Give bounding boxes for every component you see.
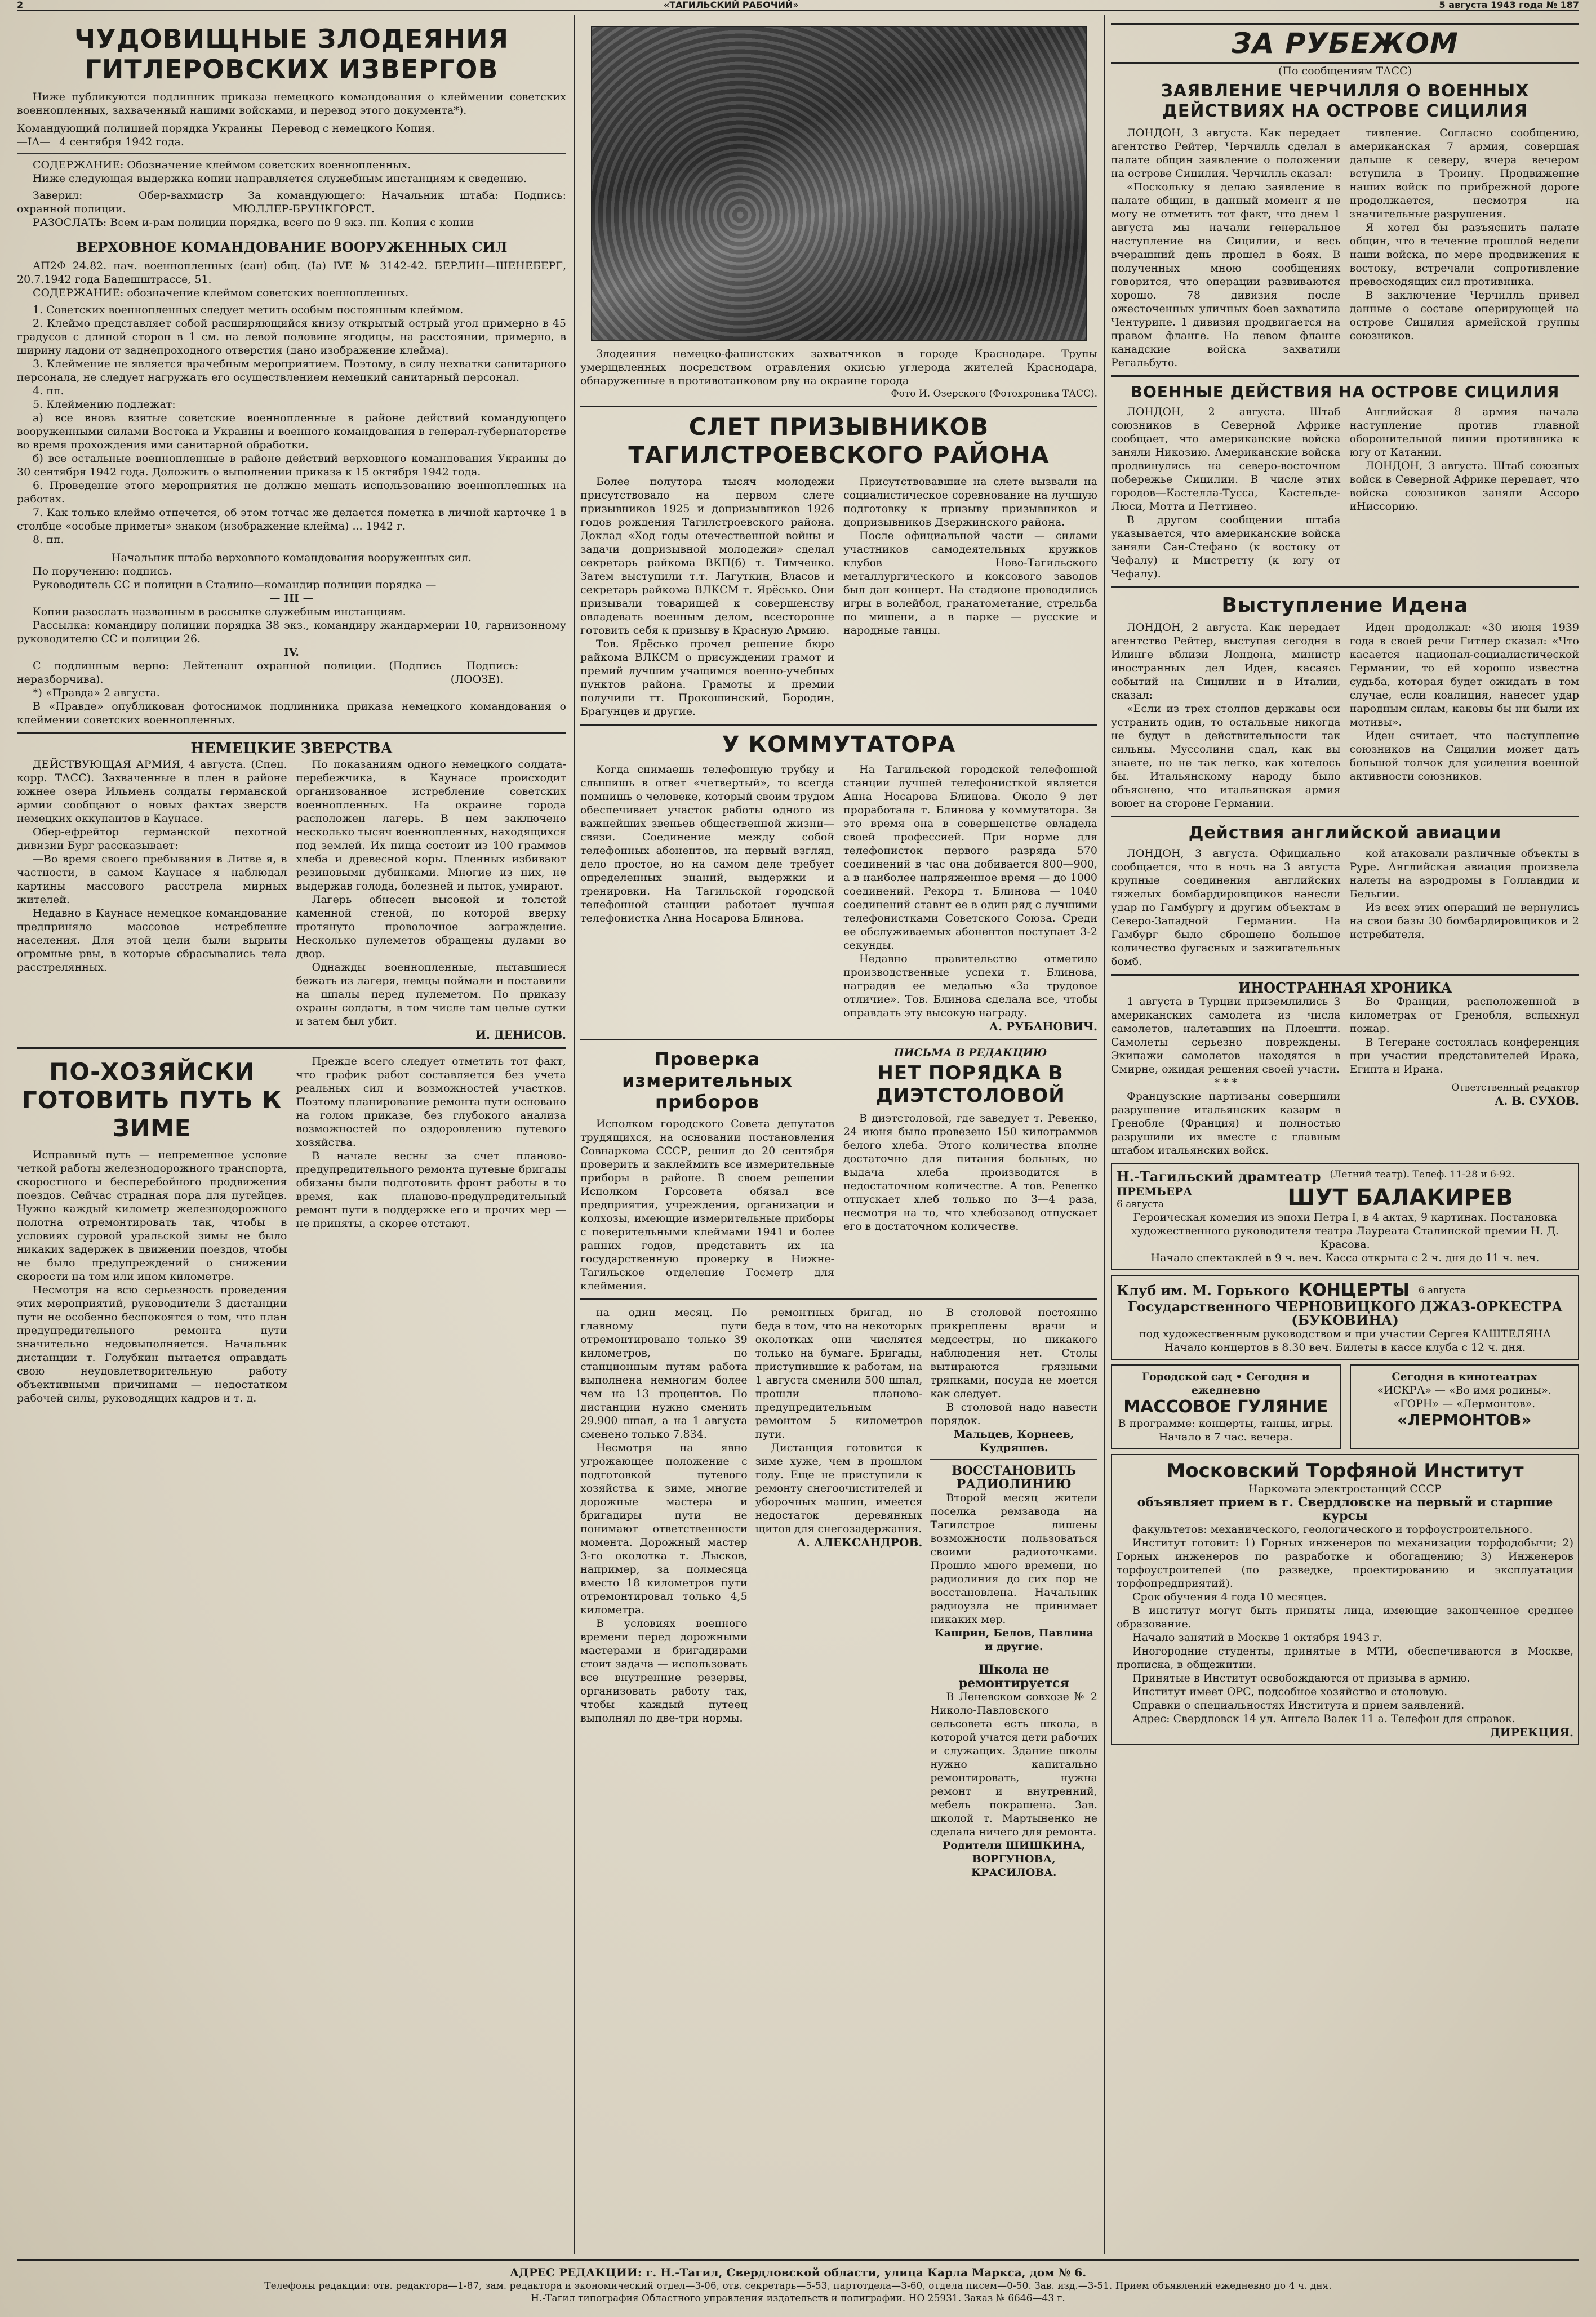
document-signatures	[17, 189, 566, 216]
column-rule-2	[1104, 15, 1105, 2254]
institute-p6: Иногородние студенты, принятые в МТИ, обеспечиваются в Москве, прописка, в общежитии.	[1117, 1645, 1573, 1671]
institute-p8: Институт имеет ОРС, подсобное хозяйство и столовую.	[1132, 1686, 1448, 1698]
sicily-p1: ЛОНДОН, 2 августа. Штаб союзников в Северной Африке сообщает, что американские войска заняли Никозию. Американские войска продвинулись на северо-восточном побережье Сицилии. В числе этих городов—Кастелла-Тусса, Кастельде-Люси, Мотта и Петтинео.	[1111, 406, 1341, 513]
canteen-authors: Мальцев, Корнеев, Кудряшев.	[954, 1428, 1074, 1454]
document-items	[17, 303, 566, 546]
atrocities-p1: ДЕЙСТВУЮЩАЯ АРМИЯ, 4 августа. (Спец. корр. ТАСС). Захваченные в плен в районе южнее озера Ильмень солдаты германской армии сообщают о новых фактах зверств немецких оккупантов в Каунасе.	[17, 758, 287, 825]
headline-abroad: ЗА РУБЕЖОМ	[1232, 27, 1459, 60]
atrocities-p6: Лагерь обнесен высокой и толстой каменной стеной, по которой вверху протянуто проволочное заграждение. Несколько пулеметов обращены дулами во двор.	[296, 893, 566, 960]
document-chief: Начальник штаба верховного командования вооруженных сил.	[111, 552, 472, 564]
jazz-time: Начало концертов в 8.30 веч. Билеты в кассе клуба с 12 ч. дня.	[1164, 1341, 1526, 1354]
institute-p3: Срок обучения 4 года 10 месяцев.	[1132, 1591, 1327, 1603]
headline-atrocities: ЧУДОВИЩНЫЕ ЗЛОДЕЯНИЯ ГИТЛЕРОВСКИХ ИЗВЕРГОВ	[74, 24, 509, 85]
headline-diet-canteen: НЕТ ПОРЯДКА В ДИЭТСТОЛОВОЙ	[875, 1062, 1065, 1107]
garden-label: Городской сад • Сегодня и ежедневно	[1141, 1371, 1310, 1397]
conscripts-p1: Более полутора тысяч молодежи присутствовало на первом слете призывников 1925 и допризывников 1926 годов рождения Тагилстроевского района. Доклад «Ход годы отечественной войны и задачи допризывной молодежи» сделал секретарь райкома ВКП(б) т. Тимченко. Затем выступили т.т. Лагуткин, Власов и секретарь райкома ВЛКСМ т. Ярёсько. Они призывали товарищей к совершенству овладевать военным делом, всесторонне готовить себя к призыву в Красную Армию.	[580, 475, 834, 637]
school-authors: Родители ШИШКИНА, ВОРГУНОВА, КРАСИЛОВА.	[943, 1839, 1086, 1879]
document-distribution: РАЗОСЛАТЬ: Всем и-рам полиции порядка, всего по 9 экз. пп. Копия с копии	[33, 216, 474, 229]
document-section-iv: IV.	[284, 646, 299, 659]
winter-p6: Несмотря на явно угрожающее положение с подготовкой путевого хозяйства к зиме, многие дорожные мастера и бригадиры пути не понимают ответственности момента. Дорожный мастер 3-го околотка т. Лысков, например, за полмесяца вместо 18 километров пути отремонтировал только 4,5 километра.	[580, 1442, 748, 1616]
document-send-1: Копии разослать названным в рассылке служебным инстанциям.	[33, 606, 406, 618]
churchill-p3: тивление. Согласно сообщению, американская 7 армия, совершая дальше к северу, вчера вечером вступила в Троину. Продвижение наших войск по прибрежной дороге продолжается, несмотря на значительные разрушения.	[1349, 127, 1579, 220]
churchill-p1: ЛОНДОН, 3 августа. Как передает агентство Рейтер, Черчилль сделал в палате общин заявление о положении на острове Сицилия. Черчилль сказал:	[1111, 127, 1341, 180]
document-content-2: СОДЕРЖАНИЕ: обозначение клеймом советских военнопленных.	[33, 287, 409, 299]
headline-aviation: Действия английской авиации	[1188, 823, 1502, 843]
play-title: ШУТ БАЛАКИРЕВ	[1287, 1185, 1513, 1211]
document-from: Командующий полицией порядка Украины	[17, 122, 263, 135]
sicily-p2: В другом сообщении штаба указывается, что американские войска заняли Сан-Стефано (к востоку от Чефалу) и Мистретту (к югу от Чефалу).	[1111, 514, 1341, 580]
document-header	[17, 122, 566, 135]
document-number: —IA—	[17, 136, 51, 148]
chronicle-p2: Во Франции, расположенной в километрах от Гренобля, вспыхнул пожар.	[1349, 995, 1579, 1035]
institute-directorate: ДИРЕКЦИЯ.	[1490, 1725, 1573, 1739]
headline-winter: ПО-ХОЗЯЙСКИ ГОТОВИТЬ ПУТЬ К ЗИМЕ	[22, 1058, 282, 1142]
document-sign-right: За командующего: Начальник штаба: Подпись: МЮЛЛЕР-БРУНКГОРСТ.	[232, 189, 566, 215]
headline-school: Школа не ремонтируется	[958, 1662, 1069, 1691]
premiere-label: ПРЕМЬЕРА	[1117, 1185, 1193, 1198]
document-para-1: Ниже следующая выдержка копии направляется служебным инстанциям к сведению.	[33, 172, 527, 185]
chronicle-p1: 1 августа в Турции приземлились 3 американских самолета из числа самолетов, налетавших на Плоешти. Самолеты серьезно повреждены. Экипажи самолетов находятся в Смирне, ожидая решения своей участи.	[1111, 995, 1341, 1075]
atrocities-p2: Обер-ефрейтор германской пехотной дивизии Бург рассказывает:	[17, 826, 287, 852]
atrocities-intro: Ниже публикуются подлинник приказа немецкого командования о клеймении советских военнопленных, захваченный нашими войсками, и перевод этого документа*).	[17, 91, 566, 117]
school-text: В Леневском совхозе № 2 Николо-Павловского сельсовета есть школа, в которой учатся дети рабочих и служащих. Здание школы нужно капитально ремонтировать, нужна ремонт и внутренний, мебель покрашена. Зав. школой т. Мартыненко не сделала ничего для ремонта.	[930, 1691, 1097, 1838]
garden-time: Начало в 7 час. вечера.	[1158, 1431, 1293, 1443]
document-sign-left: Заверил: Обер-вахмистр охранной полиции.	[17, 189, 224, 215]
sicily-p3: Английская 8 армия начала наступление против главной оборонительной линии противника к югу от Катании.	[1349, 406, 1579, 459]
headline-foreign-chronicle: ИНОСТРАННАЯ ХРОНИКА	[1238, 980, 1452, 996]
cinema-list: «ИСКРА» — «Во имя родины». «ГОРН» — «Лермонтов».	[1377, 1384, 1551, 1410]
conscripts-columns	[580, 475, 1097, 718]
document-item: 3. Клеймение не является врачебным мероприятием. Поэтому, в силу нехватки санитарного персонала, не следует нагружать его осуществлением немецкий санитарный персонал.	[17, 358, 566, 384]
atrocities-p7: Однажды военнопленные, пытавшиеся бежать из лагеря, немцы поймали и поставили на шпалы перед пулеметом. По приказу охраны солдаты, в том числе там целые сутки и затем был убит.	[296, 961, 566, 1028]
sicily-p4: ЛОНДОН, 3 августа. Штаб союзных войск в Северной Африке передает, что войска союзников заняли Ассоро иНиссорию.	[1349, 460, 1579, 513]
document-order: По поручению: подпись.	[33, 565, 172, 577]
middle-bottom-columns	[580, 1306, 1097, 1879]
cinema-title: «ЛЕРМОНТОВ»	[1397, 1411, 1532, 1429]
institute-p1: факультетов: механического, геологического и торфоустроительного.	[1132, 1523, 1533, 1536]
winter-p1: Исправный путь — непременное условие четкой работы железнодорожного транспорта, скоростного и бесперебойного продвижения поездов. Сейчас страдная пора для путейцев. Нужно каждый километр железнодорожного полотна отремонтировать так, чтобы в условиях суровой уральской зимы не было никаких задержек в движении поездов, чтобы не было предупреждений о снижении скорости на том или ином километре.	[17, 1149, 287, 1283]
abroad-source: (По сообщениям ТАСС)	[1278, 65, 1412, 77]
institute-address: Адрес: Свердловск 14 ул. Ангела Валек 11 а. Телефон для справок.	[1132, 1713, 1515, 1725]
headline-german-atrocities: НЕМЕЦКИЕ ЗВЕРСТВА	[190, 740, 393, 757]
sicily-columns	[1111, 405, 1579, 581]
ad-theatre	[1111, 1163, 1579, 1270]
document-item: б) все остальные военнопленные в районе действий верховного командования Украины до 30 сентября 1942 года. Доложить о выполнении приказа к 15 октября 1942 года.	[17, 452, 566, 478]
institute-headline: объявляет прием в г. Свердловске на первый и старшие курсы	[1137, 1495, 1553, 1523]
editorial-phones: Телефоны редакции: отв. редактора—1-87, зам. редактора и экономический отдел—3-06, отв. секретарь—5-53, партотдела—3-60, отдела писем—0-50. Зав. изд.—3-51. Прием объявлений ежедневно до 4 ч. дня.	[264, 2280, 1332, 2292]
document-ref: АП2Ф 24.82. нач. военнопленных (сан) общ. (Ia) IVE № 3142-42. БЕРЛИН—ШЕНЕБЕРГ, 20.7.1942 года Бадешштрассе, 51.	[17, 260, 566, 286]
letters-label: ПИСЬМА В РЕДАКЦИЮ	[893, 1047, 1047, 1059]
abroad-banner	[1111, 23, 1579, 64]
switchboard-p3: Недавно правительство отметило производственные успехи т. Блинова, наградив ее медалью «За трудовое отличие». Тов. Блинова сделала все, чтобы оправдать эту высокую награду.	[843, 953, 1097, 1019]
newspaper-name: «ТАГИЛЬСКИЙ РАБОЧИЙ»	[663, 0, 799, 10]
atrocities-p4: Недавно в Каунасе немецкое командование предприняло массовое истребление населения. Для этой цели были вырыты огромные рвы, в которые сбрасывались тела расстрелянных.	[17, 907, 287, 973]
page-number: 2	[17, 0, 24, 10]
churchill-p5: В заключение Черчилль привел данные о составе оперирующей на острове Сицилия армейской группы союзников.	[1349, 289, 1579, 342]
theatre-name: Н.-Тагильский драмтеатр	[1117, 1168, 1321, 1185]
radio-text: Второй месяц жители поселка ремзавода на Тагилстрое лишены возможности пользоваться своими радиоточками. Прошло много времени, но радиолиния до сих пор не восстановлена. Начальник радиоузла не принимает никаких мер.	[930, 1492, 1097, 1626]
printing-info: Н.-Тагил типография Областного управления издательств и полиграфии. НО 25931. Заказ № 6646—43 г.	[531, 2293, 1065, 2304]
jazz-title: Государственного ЧЕРНОВИЦКОГО ДЖАЗ-ОРКЕСТРА (БУКОВИНА)	[1127, 1298, 1563, 1328]
concerts-label: КОНЦЕРТЫ	[1298, 1280, 1410, 1300]
column-right	[1111, 15, 1579, 2257]
document-content-1: СОДЕРЖАНИЕ: Обозначение клеймом советских военнопленных.	[33, 159, 411, 171]
ads-row	[1111, 1364, 1579, 1449]
switchboard-columns	[580, 763, 1097, 1033]
play-description: Героическая комедия из эпохи Петра I, в 4 актах, 9 картинах. Постановка художественного руководителя театра Лауреата Сталинской премии Н. Д. Красова.	[1131, 1211, 1559, 1251]
institute-p7: Принятые в Институт освобождаются от призыва в армию.	[1132, 1672, 1470, 1684]
document-sign-2: Подпись: (ЛООЗЕ).	[450, 660, 519, 686]
ad-club	[1111, 1275, 1579, 1360]
aviation-columns	[1111, 847, 1579, 968]
atrocities-p5: По показаниям одного немецкого солдата-перебежчика, в Каунасе происходит организованное истребление советских военнопленных. На окраине города расположен лагерь. В нем заключено несколько тысяч военнопленных, находящихся под землей. Их пища состоит из 100 граммов хлеба и древесной коры. Пленных избивают резиновыми дубинками. Многие из них, не выдержав голода, болезней и пыток, умирают.	[296, 758, 566, 892]
play-time: Начало спектаклей в 9 ч. веч. Касса открыта с 2 ч. дня до 11 ч. веч.	[1150, 1252, 1540, 1264]
garden-title: МАССОВОЕ ГУЛЯНИЕ	[1123, 1397, 1328, 1417]
eden-p3: Иден продолжал: «30 июня 1939 года в своей речи Гитлер сказал: «Что касается национал-социалистической Германии, то ей хорошо известна судьба, которая будет ожидать в том случае, если коалиция, нанесет удар народным силам, каковы бы ни были их мотивы».	[1349, 621, 1579, 728]
eden-p2: «Если из трех столпов державы оси устранить один, то остальные никогда не будут в действительности так сильны. Муссолини сдал, как вы знаете, но не так легко, как хотелось бы. Итальянскому народу было объяснено, что итальянская армия воюет на стороне Германии.	[1111, 702, 1341, 810]
theatre-phone: (Летний театр). Телеф. 11-28 и 6-92.	[1330, 1169, 1515, 1180]
atrocities-columns	[17, 758, 566, 1042]
eden-columns	[1111, 621, 1579, 810]
document-original: С подлинным верно: Лейтенант охранной полиции. (Подпись неразборчива).	[17, 660, 442, 686]
garden-description: В программе: концерты, танцы, игры.	[1118, 1417, 1333, 1430]
column-left	[17, 15, 566, 2257]
switchboard-p2: На Тагильской городской телефонной станции лучшей телефонисткой является Анна Носарова Блинова. Около 9 лет проработала т. Блинова у коммутатора. За это время она в совершенстве овладела своей профессией. При норме для телефонисток первого разряда 570 соединений в час она добивается 800—900, а в наиболее напряженное время — до 1000 соединений. Рекорд т. Блинова — 1040 соединений ставит ее в один ряд с лучшими телефонистками Советского Союза. Среди ее обслуживаемых абонентов поступает 3-2 секунды.	[843, 763, 1097, 951]
document-item: 4. пп.	[33, 385, 64, 397]
ad-institute	[1111, 1454, 1579, 1745]
winter-p7: В условиях военного времени перед дорожными мастерами и бригадирами стоит задача — использовать все внутренние резервы, организовать работу так, чтобы каждый путеец выполнял по две-три нормы.	[580, 1617, 748, 1724]
winter-article	[17, 1055, 566, 1405]
document-item: 1. Советских военнопленных следует метить особым постоянным клеймом.	[33, 304, 464, 316]
aviation-p3: Из всех этих операций не вернулись на свои базы 30 бомбардировщиков и 2 истребителя.	[1349, 901, 1579, 941]
headline-radio: ВОССТАНОВИТЬ РАДИОЛИНИЮ	[952, 1464, 1077, 1492]
eden-p1: ЛОНДОН, 2 августа. Как передает агентство Рейтер, выступая сегодня в Илинге вблизи Лондона, министр иностранных дел Иден, касаясь событий на Сицилии и в Италии, сказал:	[1111, 621, 1341, 701]
document-item: 2. Клеймо представляет собой расширяющийся книзу открытый острый угол примерно в 45 градусов с длиной сторон в 1 см. на левой половине ягодицы, на расстоянии, примерно, в ширину ладони от заднепроходного отверстия (дано изображение клейма).	[17, 317, 566, 357]
switchboard-p1: Когда снимаешь телефонную трубку и слышишь в ответ «четвертый», то всегда помнишь о человеке, который своим трудом обеспечивает участок работы одного из важнейших звеньев общественной жизни—связи. Соединение между собой телефонных абонентов, на первый взгляд, дело простое, но на самом деле требует определенных знаний, выдержки и тренировки. На Тагильской городской телефонной станции работает лучшая телефонистка Анна Носарова Блинова.	[580, 763, 834, 924]
canteen-p1: В диэтстоловой, где заведует т. Ревенко, 24 июня было провезено 150 килограммов белого хлеба. Этого количества вполне достаточно для питания больных, но выдача хлеба производится в недостаточном количестве. А тов. Ревенко отпускает хлеб только по 3—4 раза, несмотря на то, что хлебозавод отпускает его в достаточном количестве.	[843, 1112, 1097, 1233]
institute-title: Московский Торфяной Институт	[1166, 1460, 1524, 1482]
chronicle-p3: В Тегеране состоялась конференция при участии представителей Ирака, Египта и Ирана.	[1349, 1036, 1579, 1075]
canteen-p2: В столовой постоянно прикреплены врачи и медсестры, но никакого наблюдения нет. Столы вытираются грязными тряпками, посуда не моется как следует.	[930, 1306, 1097, 1400]
atrocities-author: И. ДЕНИСОВ.	[475, 1028, 566, 1042]
editor-name: А. В. СУХОВ.	[1495, 1094, 1579, 1108]
headline-switchboard: У КОММУТАТОРА	[722, 732, 956, 758]
headline-sicily: ВОЕННЫЕ ДЕЙСТВИЯ НА ОСТРОВЕ СИЦИЛИЯ	[1130, 383, 1560, 401]
aviation-p2: кой атаковали различные объекты в Руре. Английская авиация произвела налеты на аэродромы в Голландии и Бельгии.	[1349, 847, 1579, 900]
document-send-2: Рассылка: командиру полиции порядка 38 экз., командиру жандармерии 10, гарнизонному руководителю СС и полиции 26.	[17, 619, 566, 645]
winter-p4: В начале весны за счет планово-предупредительного ремонта путевые бригады обязаны были подготовить фронт работы в то время, как планово-предупредительный ремонт пути в поддержке его и прочих мер — не приняты, а скорее отстают.	[296, 1150, 566, 1230]
editor-label: Ответственный редактор	[1451, 1082, 1579, 1093]
winter-p8: ремонтных бригад, но беда в том, что на некоторых околотках они числятся только на бумаге. Бригады, приступившие к работам, на 1 августа сменили 500 шпал, прошли планово-предупредительным ремонтом 5 километров пути.	[755, 1306, 923, 1440]
document-item: 8. пп.	[33, 533, 64, 546]
document-meta	[17, 135, 566, 149]
issue-date: 5 августа 1943 года № 187	[1439, 0, 1579, 10]
winter-author: А. АЛЕКСАНДРОВ.	[797, 1536, 923, 1549]
winter-p5: на один месяц. По главному пути отремонтировано только 39 километров, по станционным путям работа выполнена немногим более чем на 13 процентов. По дистанции нужно сменить 29.900 шпал, а на 1 августа сменено только 7.834.	[580, 1306, 748, 1440]
radio-authors: Кашрин, Белов, Павлина и другие.	[934, 1627, 1093, 1653]
institute-p4: В институт могут быть приняты лица, имеющие законченное среднее образование.	[1117, 1604, 1573, 1630]
ad-garden	[1111, 1364, 1341, 1449]
atrocities-p3: —Во время своего пребывания в Литве я, в частности, в самом Каунасе я наблюдал картины массового расстрела мирных жителей.	[17, 853, 287, 906]
canteen-p3: В столовой надо навести порядок.	[930, 1401, 1097, 1427]
column-middle	[580, 15, 1097, 2257]
churchill-p2: «Поскольку я делаю заявление в палате общин, в данный момент я не могу не отметить тот факт, что днем 1 августа мы начали генеральное наступление на Сицилии, и весь вчерашний день прошел в боях. В полученных мною сообщениях говорится, что операции развиваются хорошо. 78 дивизия после ожесточенных уличных боев захватила Чентурипе. 1 дивизия продвигается на правом фланге. На левом фланге канадские войска захватили Регальбуто.	[1111, 181, 1341, 369]
winter-p3: Прежде всего следует отметить тот факт, что график работ составляется без учета реальных сил и возможностей участков. Поэтому планирование ремонта пути основано на голом приказе, без глубокого анализа возможностей по оздоровлению путевого хозяйства.	[296, 1055, 566, 1149]
document-translation: Перевод с немецкого Копия.	[271, 122, 435, 135]
document-item: 7. Как только клеймо отпечется, об этом тотчас же делается пометка в личной карточке 1 в столбце «особые приметы» знаком (изображение клейма) ... 1942 г.	[17, 506, 566, 532]
footnote: *) «Правда» 2 августа.	[33, 687, 160, 699]
document-verification	[17, 659, 566, 686]
document-date: 4 сентября 1942 года.	[59, 136, 184, 148]
photo-credit: Фото И. Озерского (Фотохроника ТАСС).	[891, 388, 1097, 399]
headline-conscripts: СЛЕТ ПРИЗЫВНИКОВ ТАГИЛСТРОЕВСКОГО РАЙОНА	[628, 413, 1050, 469]
institute-p5: Начало занятий в Москве 1 октября 1943 г.	[1132, 1631, 1382, 1644]
instruments-text: Исполком городского Совета депутатов трудящихся, на основании постановления Совнаркома СССР, решил до 20 сентября проверить и заклеймить все измерительные приборы в районе. В своем решении Исполком Горсовета обязал все предприятия, учреждения, организации и колхозы, имеющие измерительные приборы с поверительными клеймами 1941 и более ранних годов, представить их на государственную проверку в Нижне-Тагильское отделение Госметр для клеймения.	[580, 1118, 834, 1292]
premiere-date: 6 августа	[1117, 1199, 1164, 1210]
cinema-label: Сегодня в кинотеатрах	[1392, 1371, 1537, 1383]
document-item: а) все вновь взятые советские военнопленные в районе действий командующего вооруженными силами Востока и Украины и военного командования в генерал-губернаторстве во время прохождения ими санитарной обработки.	[17, 412, 566, 451]
institute-subtitle: Наркомата электростанций СССР	[1248, 1483, 1442, 1495]
churchill-p4: Я хотел бы разъяснить палате общин, что в течение прошлой недели наши войска, по мере продвижения к востоку, встречали сопротивление превосходящих сил противника.	[1349, 221, 1579, 288]
footnote-2: В «Правде» опубликован фотоснимок подлинника приказа немецкого командования о клеймении советских военнопленных.	[17, 700, 566, 726]
institute-p9: Справки о специальностях Института и прием заявлений.	[1132, 1699, 1465, 1711]
photo-caption: Злодеяния немецко-фашистских захватчиков в городе Краснодаре. Трупы умерщвленных посредством отравления окисью углерода жителей Краснодара, обнаруженные в противотанковом рву на окраине города	[580, 348, 1097, 387]
document-item: 5. Клеймению подлежат:	[33, 398, 176, 411]
chronicle-columns: 1 августа в Турции приземлились 3 американских самолета из числа самолетов, налетавших на Плоешти. Самолеты серьезно повреждены. Экипажи самолетов находятся в Смирне, ожидая решения своей участи. * * * Французские партизаны совершили разрушение итальянских казарм в Гренобле (Франция) и полностью разрушили их вместе с главным штабом итальянских войск. Во Франции, расположенной в километрах от Гренобля, вспыхнул пожар. В Тегеране состоялась конференция при участии представителей Ирака, Египта и Ирана. Ответственный редактор А. В. СУХОВ.	[1111, 995, 1579, 1157]
page-footer	[17, 2259, 1579, 2312]
winter-p2: Несмотря на всю серьезность проведения этих мероприятий, руководители 3 дистанции пути не особенно беспокоятся о том, что план предупредительного ремонта пути значительно недовыполняется. Начальник дистанции т. Голубкин пытается оправдать свою неудовлетворительную работу объективными причинами — недостатком рабочей силы, руководящих кадров и т. д.	[17, 1284, 287, 1404]
conscripts-p4: После официальной части — силами участников самодеятельных кружков клубов Ново-Тагильского металлургического и коксового заводов был дан концерт. На стадионе проводились игры в волейбол, гранатометание, стрельба по мишени, а в парке — русские и народные танцы.	[843, 530, 1097, 637]
page-header	[17, 0, 1579, 11]
jazz-description: под художественным руководством и при участии Сергея КАШТЕЛЯНА	[1139, 1328, 1551, 1340]
document-section-iii: — III —	[269, 592, 314, 604]
aviation-p1: ЛОНДОН, 3 августа. Официально сообщается, что в ночь на 3 августа крупные соединения английских тяжелых бомбардировщиков нанесли удар по Гамбургу и другим объектам в Северо-Западной Германии. На Гамбург было сброшено большое количество фугасных и зажигательных бомб.	[1111, 847, 1341, 968]
supreme-command: ВЕРХОВНОЕ КОМАНДОВАНИЕ ВООРУЖЕННЫХ СИЛ	[75, 239, 508, 255]
column-rule-1	[574, 15, 575, 2254]
club-name: Клуб им. М. Горького	[1117, 1282, 1290, 1298]
winter-p9: Дистанция готовится к зиме хуже, чем в прошлом году. Еще не приступили к ремонту снегоочистителей и уборочных машин, имеется недостаток деревянных щитов для снегозадержания.	[755, 1442, 923, 1535]
middle-lower-columns	[580, 1046, 1097, 1293]
editorial-address: АДРЕС РЕДАКЦИИ: г. Н.-Тагил, Свердловской области, улица Карла Маркса, дом № 6.	[509, 2266, 1087, 2279]
photo-krasnodar	[591, 26, 1087, 341]
headline-eden: Выступление Идена	[1221, 594, 1469, 617]
ad-cinema	[1350, 1364, 1580, 1449]
conscripts-p3: Присутствовавшие на слете вызвали на социалистическое соревнование на лучшую подготовку к призыву призывников и допризывников Дзержинского района.	[843, 475, 1097, 528]
chronicle-p4: Французские партизаны совершили разрушение итальянских казарм в Гренобле (Франция) и полностью разрушили их вместе с главным штабом итальянских войск.	[1111, 1090, 1341, 1157]
institute-p2: Институт готовит: 1) Горных инженеров по механизации торфодобычи; 2) Горных инженеров по разработке и обогащению; 3) Инженеров торфоустроителей (по разведке, проектированию и эксплуатации торфопредприятий).	[1117, 1537, 1573, 1590]
switchboard-author: А. РУБАНОВИЧ.	[989, 1020, 1097, 1033]
conscripts-p2: Тов. Ярёсько прочел решение бюро райкома ВЛКСМ о присуждении грамот и премий лучшим учащимся военно-учебных пунктов района. Грамоты и премии получили тт. Прокошинский, Бородин, Брагунцев и другие.	[580, 638, 834, 718]
headline-churchill: ЗАЯВЛЕНИЕ ЧЕРЧИЛЛЯ О ВОЕННЫХ ДЕЙСТВИЯХ НА ОСТРОВЕ СИЦИЛИЯ	[1161, 81, 1530, 121]
document-police: Руководитель СС и полиции в Сталино—командир полиции порядка —	[33, 579, 437, 591]
headline-instruments: Проверка измерительных приборов	[622, 1048, 793, 1113]
churchill-columns	[1111, 126, 1579, 370]
eden-p4: Иден считает, что наступление союзников на Сицилии может дать большой толчок для усиления военной активности союзников.	[1349, 730, 1579, 782]
document-item: 6. Проведение этого мероприятия не должно мешать использованию военнопленных на работах.	[17, 479, 566, 505]
concerts-date: 6 августа	[1418, 1284, 1466, 1296]
